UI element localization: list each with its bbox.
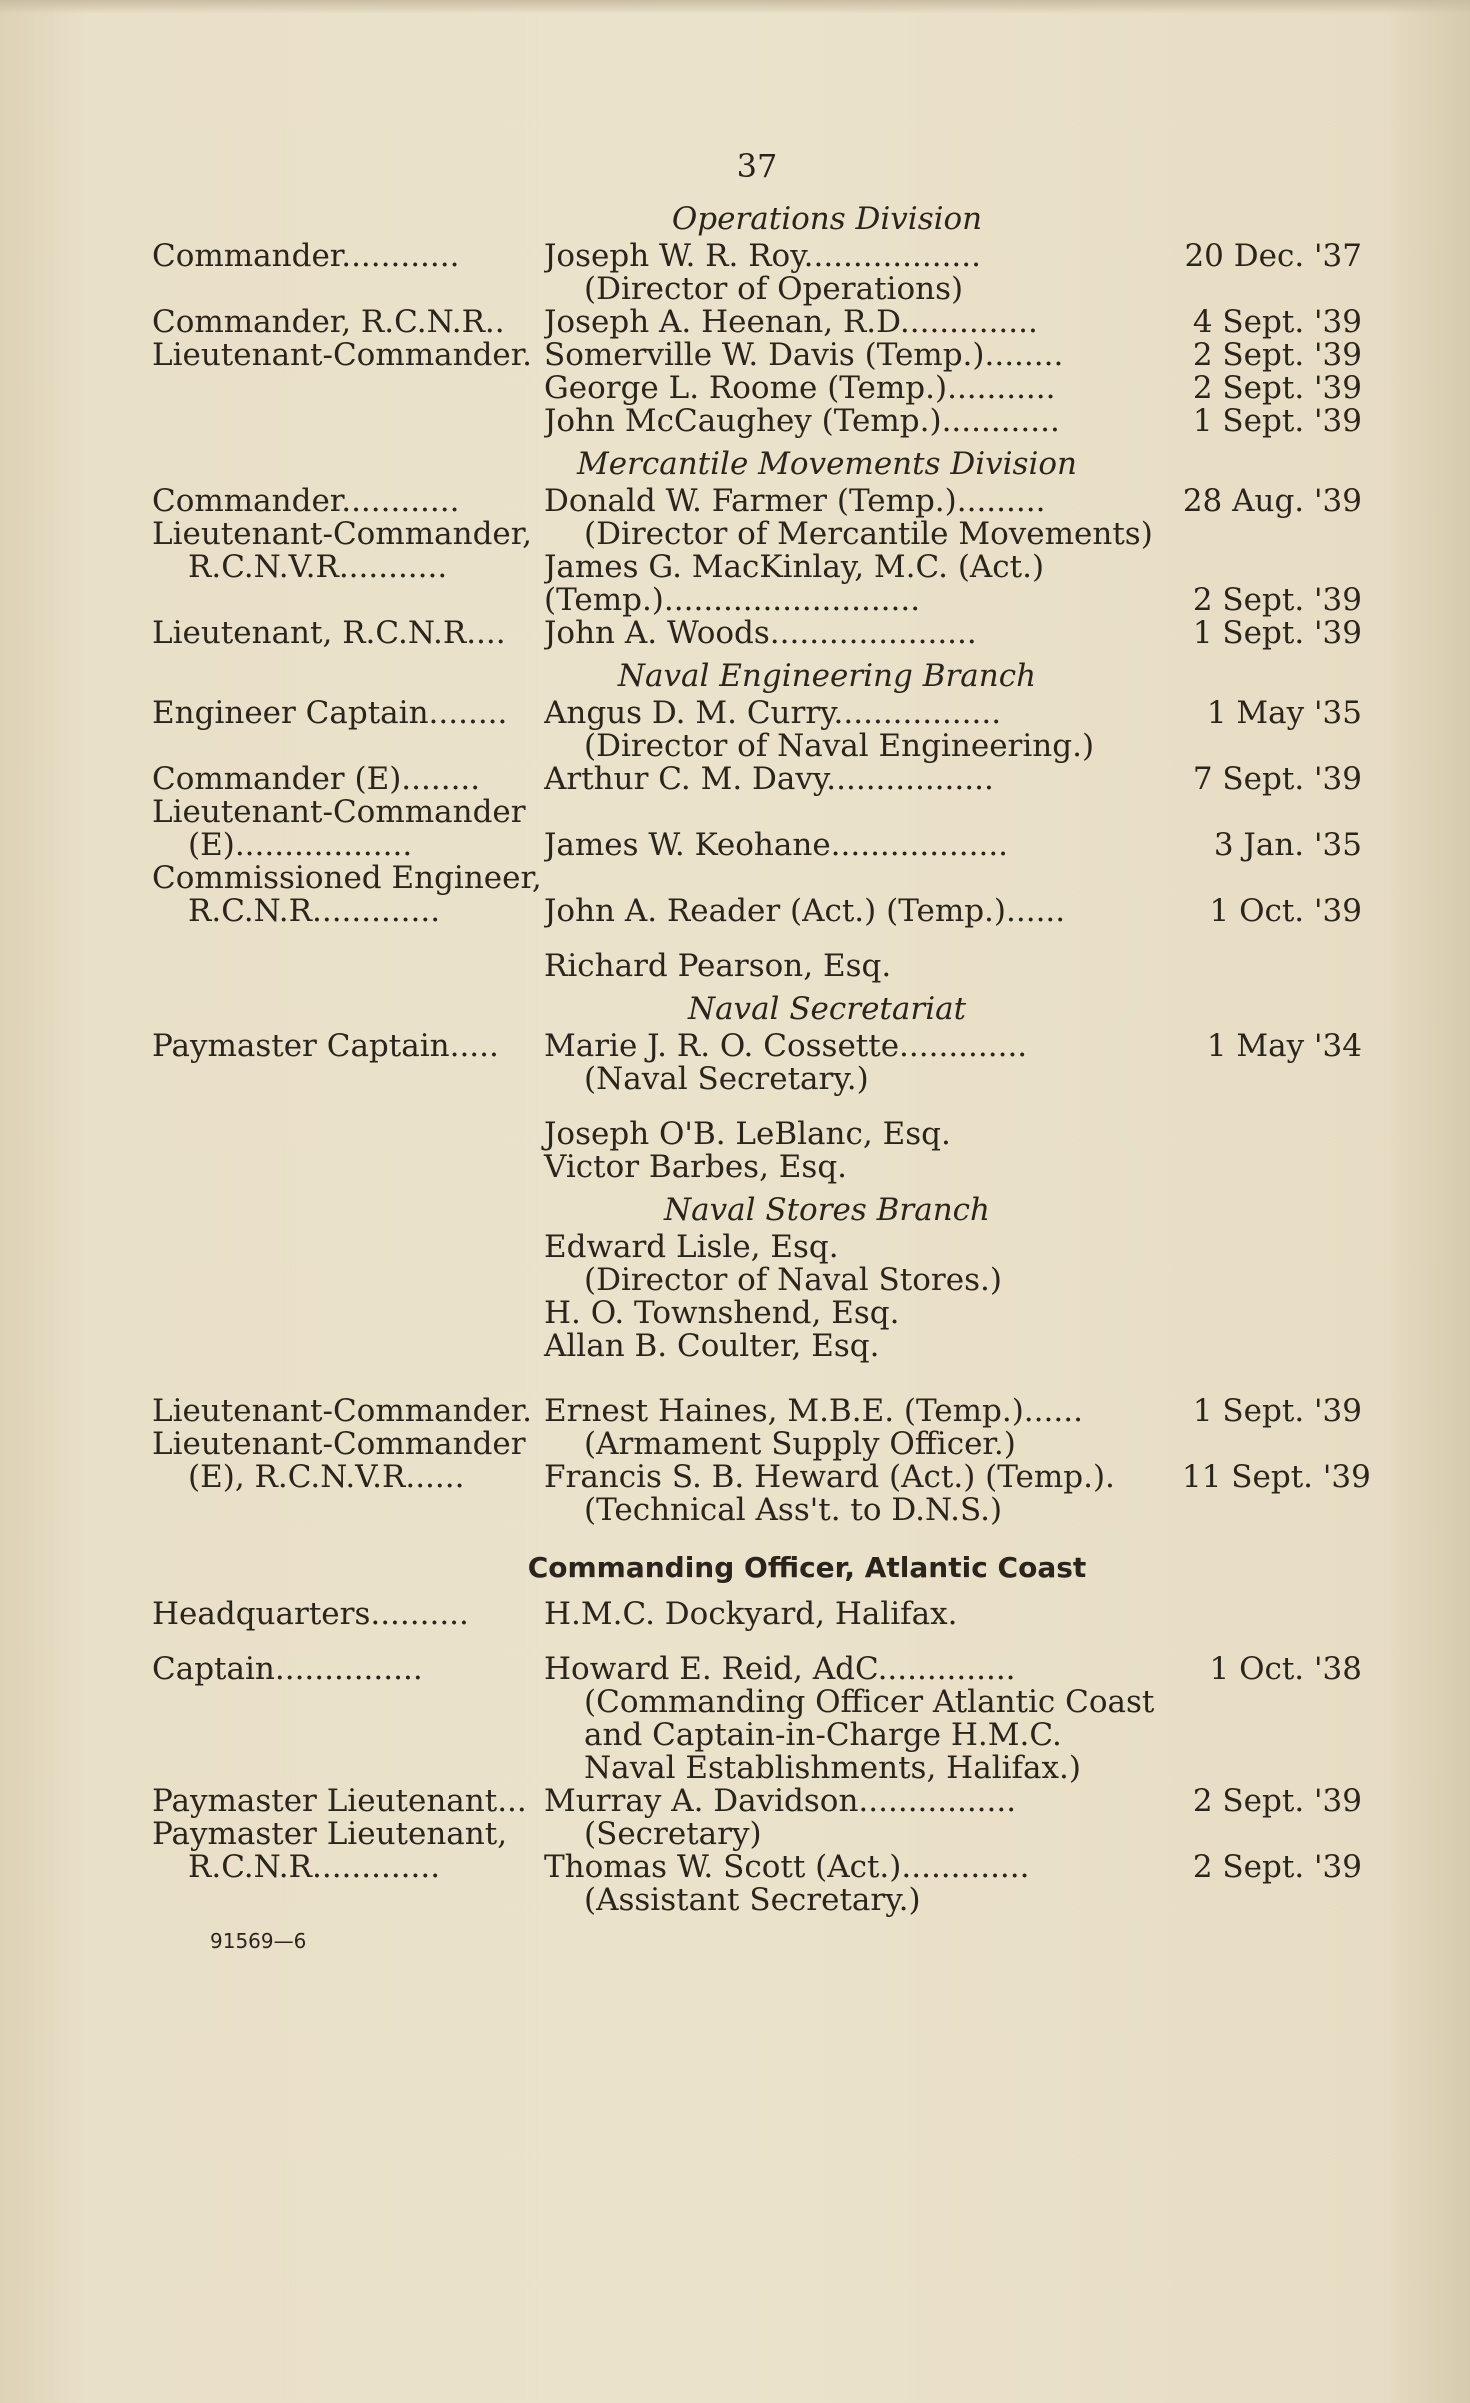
seniority-date: 7 Sept. '39 xyxy=(1192,761,1362,797)
roster-row xyxy=(152,1785,1362,1818)
rank-label: Commander............ xyxy=(152,485,460,518)
role-note: (Director of Naval Stores.) xyxy=(584,1262,1002,1298)
role-note: (Director of Mercantile Movements) xyxy=(584,518,1153,551)
page-number: 37 xyxy=(736,147,778,185)
staff-name: Joseph O'B. LeBlanc, Esq. xyxy=(544,1116,951,1152)
section-heading: Naval Stores Branch xyxy=(663,1192,991,1228)
officer-name: (Temp.).......................... xyxy=(544,584,921,617)
seniority-date: 1 Oct. '38 xyxy=(1209,1651,1362,1687)
roster-row xyxy=(152,1030,1362,1063)
spacer xyxy=(152,1631,1362,1653)
roster-row xyxy=(152,1818,1362,1851)
officer-name: Angus D. M. Curry................. xyxy=(544,697,1002,730)
seniority-date: 1 May '34 xyxy=(1206,1028,1362,1064)
spacer xyxy=(152,928,1362,950)
officer-name: Donald W. Farmer (Temp.)......... xyxy=(544,485,1046,518)
officer-name: Murray A. Davidson................ xyxy=(544,1785,1017,1818)
rank-label: Paymaster Lieutenant... xyxy=(152,1785,527,1818)
rank-label: R.C.N.R............. xyxy=(188,1851,441,1884)
officer-name: James G. MacKinlay, M.C. (Act.) xyxy=(544,551,1045,584)
roster-row xyxy=(152,697,1362,730)
roster-row xyxy=(152,485,1362,518)
roster-row xyxy=(152,763,1362,796)
seniority-date: 11 Sept. '39 xyxy=(1182,1459,1371,1495)
rank-label: (E).................. xyxy=(188,829,413,862)
staff-name: Edward Lisle, Esq. xyxy=(544,1229,839,1265)
seniority-date: 28 Aug. '39 xyxy=(1182,483,1362,519)
roster-row xyxy=(152,518,1362,551)
section-heading: Naval Engineering Branch xyxy=(617,658,1037,694)
rank-label: Lieutenant-Commander. xyxy=(152,339,533,372)
section-heading: Commanding Officer, Atlantic Coast xyxy=(527,1551,1087,1584)
roster-row xyxy=(152,372,1362,405)
staff-name: Allan B. Coulter, Esq. xyxy=(544,1328,880,1364)
seniority-date: 2 Sept. '39 xyxy=(1192,337,1362,373)
seniority-date: 2 Sept. '39 xyxy=(1192,582,1362,618)
roster-row xyxy=(152,339,1362,372)
roster-row xyxy=(152,405,1362,438)
page-edge xyxy=(0,0,1470,14)
role-note: (Naval Secretary.) xyxy=(584,1061,869,1097)
roster-row xyxy=(152,584,1362,617)
seniority-date: 4 Sept. '39 xyxy=(1192,304,1362,340)
rank-label: R.C.N.R............. xyxy=(188,895,441,928)
seniority-date: 2 Sept. '39 xyxy=(1192,1849,1362,1885)
spacer xyxy=(152,1363,1362,1395)
roster-row xyxy=(152,1395,1362,1428)
officer-name: Marie J. R. O. Cossette............. xyxy=(544,1030,1028,1063)
rank-label: Lieutenant-Commander xyxy=(152,796,526,829)
rank-label: Captain............... xyxy=(152,1653,423,1686)
officer-name: Joseph W. R. Roy.................. xyxy=(544,240,981,273)
officer-name: John A. Woods..................... xyxy=(544,617,977,650)
rank-label: Lieutenant, R.C.N.R.... xyxy=(152,617,506,650)
roster-row xyxy=(152,1428,1362,1461)
seniority-date: 1 Sept. '39 xyxy=(1192,403,1362,439)
footer-code: 91569—6 xyxy=(210,1929,307,1953)
roster-row xyxy=(152,1653,1362,1686)
role-note: Naval Establishments, Halifax.) xyxy=(584,1750,1081,1786)
officer-name: James W. Keohane.................. xyxy=(544,829,1009,862)
seniority-date: 1 Sept. '39 xyxy=(1192,1393,1362,1429)
officer-name: John A. Reader (Act.) (Temp.)...... xyxy=(544,895,1066,928)
rank-label: Paymaster Lieutenant, xyxy=(152,1818,508,1851)
seniority-date: 20 Dec. '37 xyxy=(1184,238,1362,274)
rank-label: Commander (E)........ xyxy=(152,763,481,796)
officer-name: H.M.C. Dockyard, Halifax. xyxy=(544,1598,958,1631)
roster-row xyxy=(152,862,1362,895)
roster-row xyxy=(152,1598,1362,1631)
section-heading: Mercantile Movements Division xyxy=(576,446,1078,482)
roster-row xyxy=(152,895,1362,928)
officer-name: Howard E. Reid, AdC.............. xyxy=(544,1653,1016,1686)
roster-row xyxy=(152,796,1362,829)
officer-name: Somerville W. Davis (Temp.)........ xyxy=(544,339,1064,372)
role-note: (Armament Supply Officer.) xyxy=(584,1428,1016,1461)
officer-name: John McCaughey (Temp.)............ xyxy=(544,405,1060,438)
seniority-date: 2 Sept. '39 xyxy=(1192,370,1362,406)
role-note: (Secretary) xyxy=(584,1818,762,1851)
staff-name: H. O. Townshend, Esq. xyxy=(544,1295,900,1331)
roster-row xyxy=(152,306,1362,339)
rank-label: R.C.N.V.R........... xyxy=(188,551,448,584)
roster-row xyxy=(152,1459,1371,1495)
rank-label: Headquarters.......... xyxy=(152,1598,469,1631)
role-note: (Commanding Officer Atlantic Coast xyxy=(584,1684,1155,1720)
officer-name: Thomas W. Scott (Act.)............. xyxy=(544,1851,1030,1884)
rank-label: Engineer Captain........ xyxy=(152,697,508,730)
rank-label: Commander, R.C.N.R.. xyxy=(152,306,505,339)
seniority-date: 2 Sept. '39 xyxy=(1192,1783,1362,1819)
spacer xyxy=(152,1096,1362,1118)
role-note: (Director of Operations) xyxy=(584,271,964,307)
role-note: (Director of Naval Engineering.) xyxy=(584,728,1095,764)
seniority-date: 1 May '35 xyxy=(1206,695,1362,731)
roster-row xyxy=(152,617,1362,650)
officer-name: Arthur C. M. Davy................. xyxy=(544,763,994,796)
page-content xyxy=(152,147,1371,1958)
seniority-date: 1 Sept. '39 xyxy=(1192,615,1362,651)
section-heading: Operations Division xyxy=(671,201,983,237)
role-note: (Technical Ass't. to D.N.S.) xyxy=(584,1492,1003,1528)
roster-row xyxy=(152,240,1362,273)
seniority-date: 1 Oct. '39 xyxy=(1209,893,1362,929)
roster-row xyxy=(152,551,1362,584)
staff-name: Richard Pearson, Esq. xyxy=(544,948,892,984)
officer-name: George L. Roome (Temp.)........... xyxy=(544,372,1056,405)
roster-row xyxy=(152,829,1362,862)
staff-name: Victor Barbes, Esq. xyxy=(544,1149,848,1185)
rank-label: Lieutenant-Commander, xyxy=(152,518,533,551)
rank-label: Lieutenant-Commander. xyxy=(152,1395,533,1428)
officer-name: Joseph A. Heenan, R.D.............. xyxy=(544,306,1038,339)
rank-label: Paymaster Captain..... xyxy=(152,1030,499,1063)
role-note: (Assistant Secretary.) xyxy=(584,1882,921,1918)
rank-label: Lieutenant-Commander xyxy=(152,1428,526,1461)
officer-name: Ernest Haines, M.B.E. (Temp.)...... xyxy=(544,1395,1083,1428)
roster-row xyxy=(152,1851,1362,1884)
officer-name: Francis S. B. Heward (Act.) (Temp.). xyxy=(544,1461,1115,1494)
seniority-date: 3 Jan. '35 xyxy=(1213,827,1362,863)
rank-label: Commissioned Engineer, xyxy=(152,862,542,895)
role-note: and Captain-in-Charge H.M.C. xyxy=(584,1717,1062,1753)
section-heading: Naval Secretariat xyxy=(687,991,967,1027)
rank-label: Commander............ xyxy=(152,240,460,273)
rank-label: (E), R.C.N.V.R...... xyxy=(188,1461,465,1494)
